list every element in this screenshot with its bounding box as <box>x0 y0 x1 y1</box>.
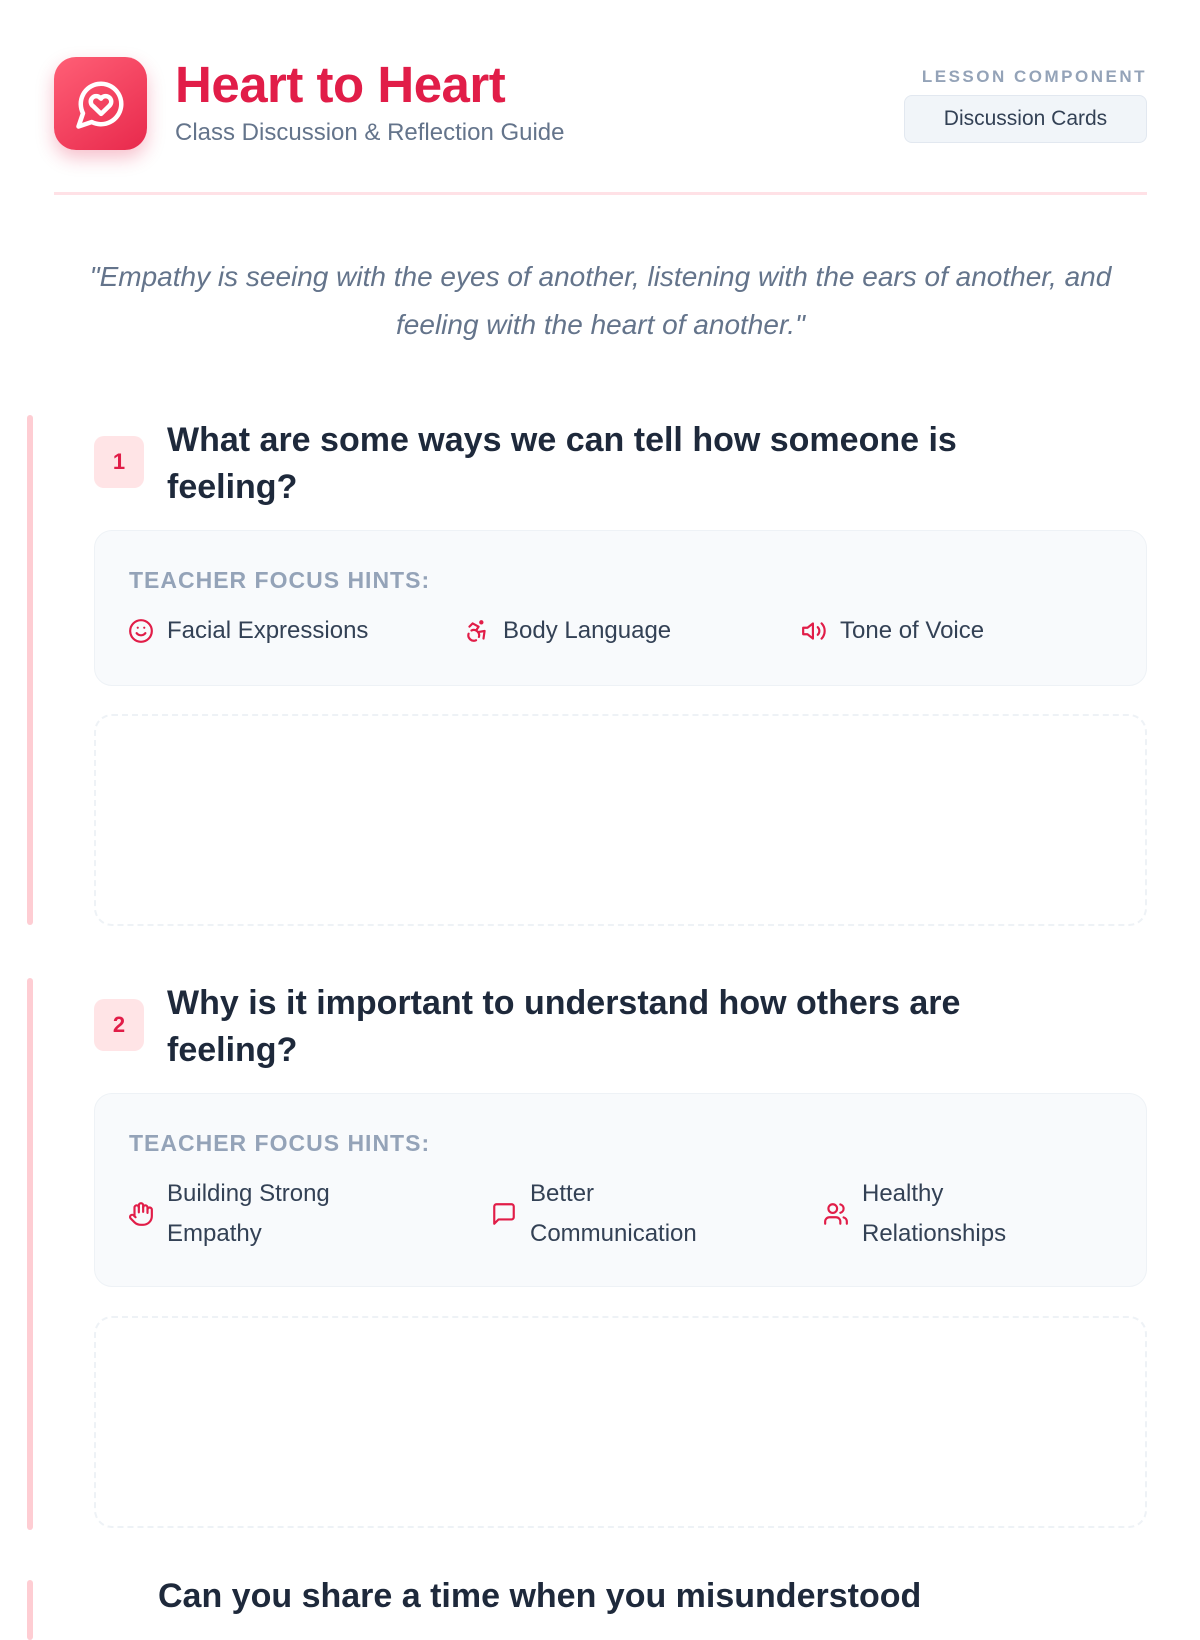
hint-item <box>490 1174 750 1254</box>
accessibility-icon <box>463 617 491 645</box>
users-icon <box>822 1200 850 1228</box>
hint-label: Body Language <box>503 617 672 644</box>
teacher-hints-box <box>94 530 1147 686</box>
header-divider <box>54 192 1147 195</box>
question-accent-bar <box>27 978 33 1530</box>
hint-label: Facial Expressions <box>167 617 369 644</box>
hint-item <box>127 1174 387 1254</box>
question-text: Why is it important to understand how others are feeling? <box>167 984 961 1069</box>
hint-item <box>800 611 984 651</box>
smile-icon <box>127 617 155 645</box>
answer-area[interactable] <box>94 1316 1147 1528</box>
question-card <box>27 978 1147 1530</box>
page-header <box>54 57 1147 197</box>
hand-icon <box>127 1200 155 1228</box>
hint-label: Building Strong Empathy <box>167 1180 330 1247</box>
question-number-badge: 1 <box>94 436 144 488</box>
question-accent-bar <box>27 415 33 925</box>
hints-label: TEACHER FOCUS HINTS: <box>129 1130 431 1156</box>
hint-item <box>127 611 368 651</box>
question-number-badge: 2 <box>94 999 144 1051</box>
speaker-icon <box>800 617 828 645</box>
question-accent-bar <box>27 1580 33 1640</box>
question-card <box>27 1577 1147 1640</box>
question-text: What are some ways we can tell how someone is feeling? <box>167 421 957 506</box>
hint-label: Healthy Relationships <box>862 1180 1007 1247</box>
page-subtitle: Class Discussion & Reflection Guide <box>175 119 565 146</box>
teacher-hints-box <box>94 1093 1147 1287</box>
empathy-quote: "Empathy is seeing with the eyes of another, listening with the ears of another, and feeling with the heart of another." <box>89 261 1112 340</box>
chat-icon <box>490 1200 518 1228</box>
answer-area[interactable] <box>94 714 1147 926</box>
heart-chat-icon <box>54 57 147 150</box>
hint-item <box>822 1174 1082 1254</box>
hints-label: TEACHER FOCUS HINTS: <box>129 567 431 593</box>
hint-label: Better Communication <box>530 1180 697 1247</box>
hint-label: Tone of Voice <box>840 617 985 644</box>
lesson-component-label: LESSON COMPONENT <box>921 67 1147 86</box>
page-title: Heart to Heart <box>175 56 506 113</box>
question-card <box>27 415 1147 925</box>
lesson-component-badge: Discussion Cards <box>904 95 1147 143</box>
question-text: Can you share a time when you misunderstood <box>158 1577 922 1615</box>
hint-item <box>463 611 671 651</box>
